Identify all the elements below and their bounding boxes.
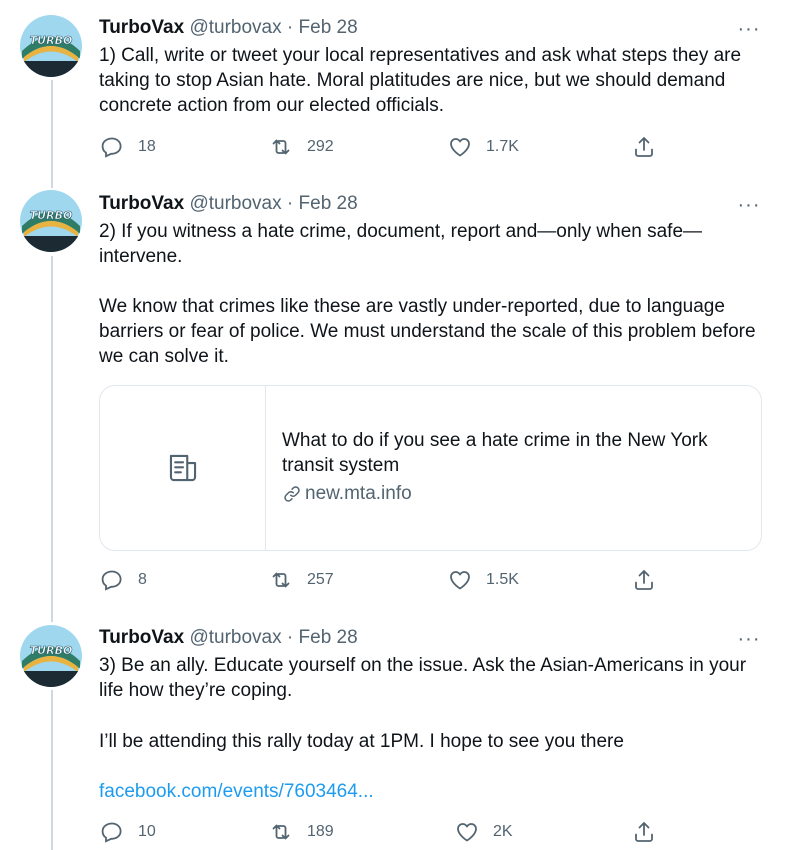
more-options-button[interactable]: ··· bbox=[737, 628, 761, 650]
like-button[interactable] bbox=[448, 132, 519, 162]
like-count: 1.5K bbox=[486, 571, 519, 588]
reply-count: 10 bbox=[138, 823, 156, 840]
retweet-button[interactable] bbox=[269, 817, 334, 847]
avatar[interactable] bbox=[20, 15, 82, 77]
card-title: What to do if you see a hate crime in the New York transit system bbox=[282, 430, 708, 476]
tweet-text: I’ll be attending this rally today at 1PM. I hope to see you there bbox=[99, 731, 624, 752]
like-button[interactable] bbox=[455, 817, 513, 847]
retweet-count: 189 bbox=[307, 823, 334, 840]
tweet[interactable] bbox=[0, 0, 800, 175]
link-preview-card[interactable] bbox=[99, 385, 762, 551]
tweet-actions bbox=[0, 132, 800, 162]
retweet-icon bbox=[269, 135, 293, 159]
link-icon bbox=[282, 484, 302, 504]
retweet-icon bbox=[269, 568, 293, 592]
tweet-text: 1) Call, write or tweet your local representatives and ask what steps they are taking to stop Asian hate. Moral platitudes are nice, but we should demand concrete action from our elected officials. bbox=[99, 45, 742, 116]
turbovax-logo-avatar bbox=[20, 15, 82, 77]
turbovax-logo-avatar bbox=[20, 625, 82, 687]
svg-text:TURBO: TURBO bbox=[29, 644, 73, 657]
timestamp[interactable]: Feb 28 bbox=[298, 17, 358, 38]
share-button[interactable] bbox=[632, 565, 656, 595]
card-domain-text: new.mta.info bbox=[305, 483, 412, 504]
display-name[interactable]: TurboVax bbox=[99, 17, 185, 38]
retweet-button[interactable] bbox=[269, 132, 334, 162]
like-count: 1.7K bbox=[486, 138, 519, 155]
display-name[interactable]: TurboVax bbox=[99, 193, 185, 214]
timestamp[interactable]: Feb 28 bbox=[298, 193, 358, 214]
separator-dot: · bbox=[286, 627, 294, 648]
tweet[interactable] bbox=[0, 175, 800, 610]
share-icon bbox=[632, 820, 656, 844]
tweet-actions bbox=[0, 565, 800, 595]
share-button[interactable] bbox=[632, 132, 656, 162]
handle[interactable]: @turbovax bbox=[189, 17, 282, 38]
share-button[interactable] bbox=[632, 817, 656, 847]
share-icon bbox=[632, 568, 656, 592]
external-link[interactable]: facebook.com/events/7603464... bbox=[99, 781, 374, 802]
like-count: 2K bbox=[493, 823, 513, 840]
svg-text:TURBO: TURBO bbox=[29, 209, 73, 222]
display-name[interactable]: TurboVax bbox=[99, 627, 185, 648]
reply-icon bbox=[100, 568, 124, 592]
heart-icon bbox=[448, 568, 472, 592]
reply-icon bbox=[100, 135, 124, 159]
reply-button[interactable] bbox=[100, 132, 156, 162]
reply-count: 8 bbox=[138, 571, 147, 588]
like-button[interactable] bbox=[448, 565, 519, 595]
retweet-count: 257 bbox=[307, 571, 334, 588]
reply-button[interactable] bbox=[100, 565, 147, 595]
heart-icon bbox=[448, 135, 472, 159]
more-options-button[interactable]: ··· bbox=[737, 194, 761, 216]
retweet-icon bbox=[269, 820, 293, 844]
retweet-button[interactable] bbox=[269, 565, 334, 595]
separator-dot: · bbox=[286, 17, 294, 38]
heart-icon bbox=[455, 820, 479, 844]
avatar[interactable] bbox=[20, 625, 82, 687]
tweet-actions bbox=[0, 817, 800, 847]
timestamp[interactable]: Feb 28 bbox=[298, 627, 358, 648]
more-options-button[interactable]: ··· bbox=[737, 18, 761, 40]
share-icon bbox=[632, 135, 656, 159]
tweet-text: 3) Be an ally. Educate yourself on the issue. Ask the Asian-Americans in your life how they’re coping. bbox=[99, 655, 747, 701]
turbovax-logo-avatar bbox=[20, 190, 82, 252]
tweet-text: We know that crimes like these are vastly under-reported, due to language barriers or fear of police. We must understand the scale of this problem before we can solve it. bbox=[99, 296, 756, 367]
reply-count: 18 bbox=[138, 138, 156, 155]
reply-button[interactable] bbox=[100, 817, 156, 847]
tweet[interactable] bbox=[0, 610, 800, 850]
retweet-count: 292 bbox=[307, 138, 334, 155]
handle[interactable]: @turbovax bbox=[189, 193, 282, 214]
reply-icon bbox=[100, 820, 124, 844]
separator-dot: · bbox=[286, 193, 294, 214]
tweet-text: 2) If you witness a hate crime, document, report and—only when safe—intervene. bbox=[99, 221, 703, 267]
article-icon bbox=[166, 451, 200, 485]
avatar[interactable] bbox=[20, 190, 82, 252]
card-domain bbox=[282, 482, 412, 506]
card-thumbnail bbox=[100, 386, 266, 550]
svg-text:TURBO: TURBO bbox=[29, 34, 73, 47]
handle[interactable]: @turbovax bbox=[189, 627, 282, 648]
